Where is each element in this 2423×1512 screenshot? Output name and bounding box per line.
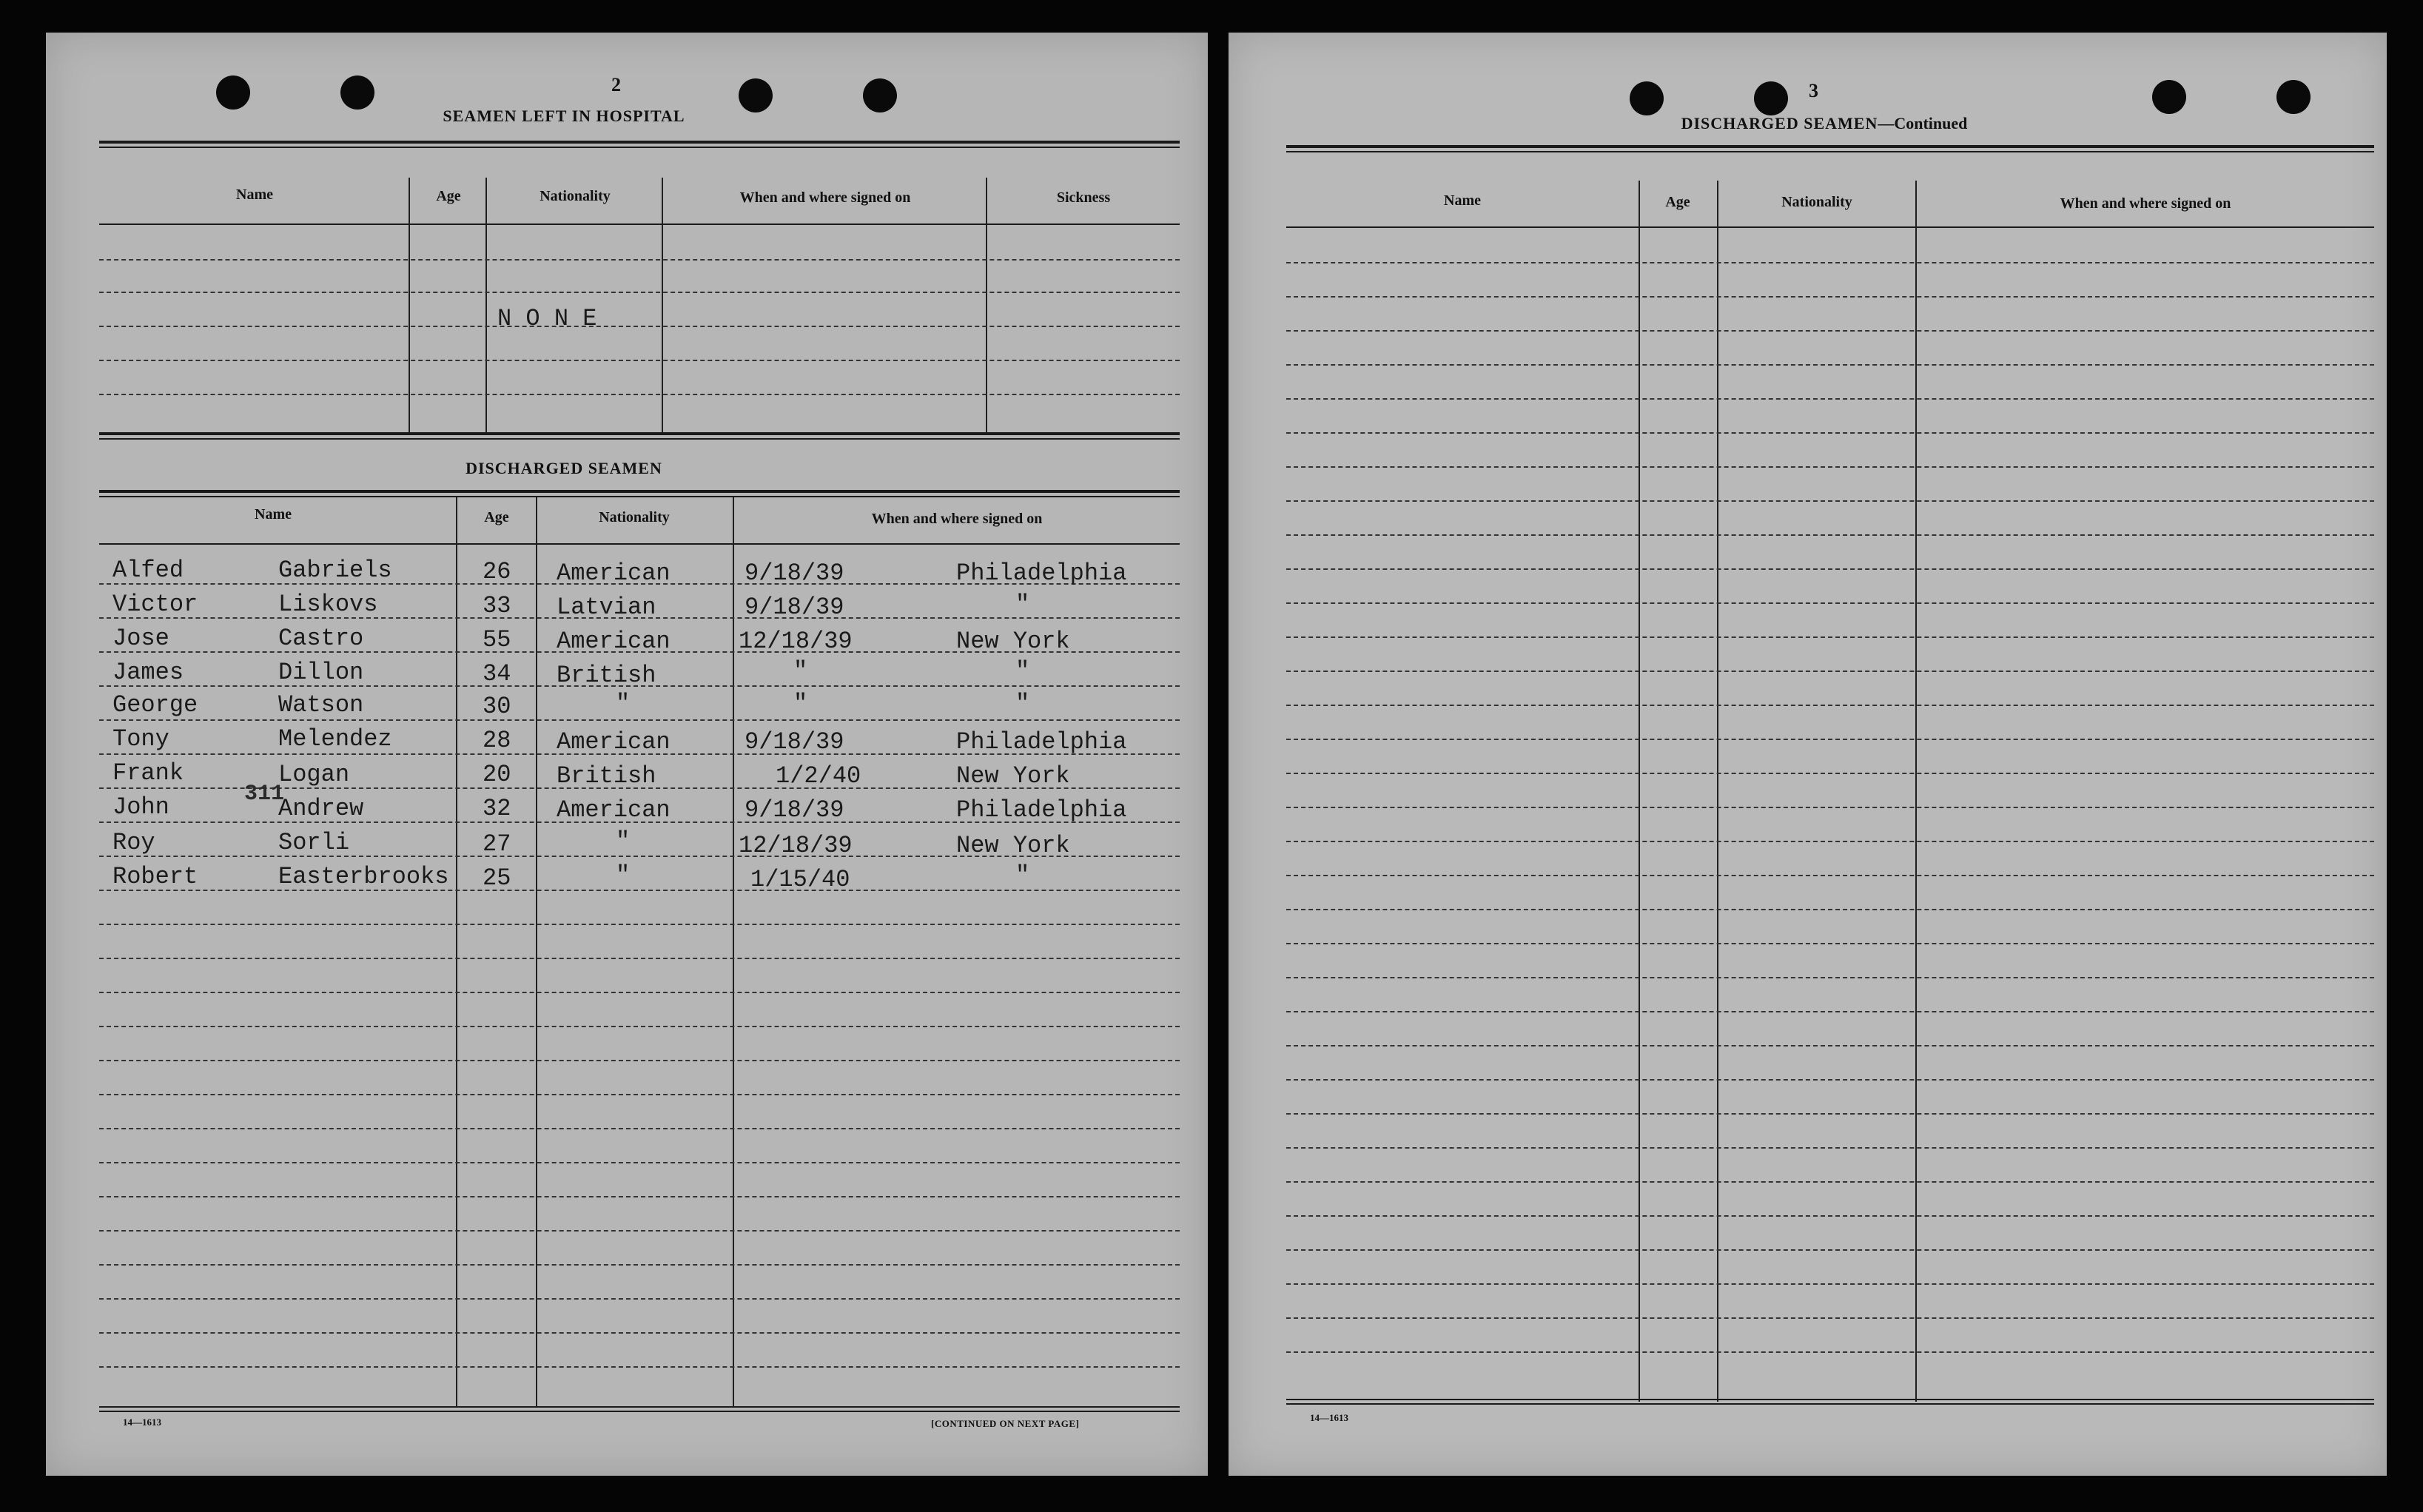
entry-line [1286, 1079, 2374, 1081]
seaman-signed-place: New York [956, 762, 1070, 790]
entry-line [99, 992, 1180, 993]
rule [1286, 226, 2374, 228]
seaman-last-name: Easterbrooks [278, 863, 449, 890]
entry-line [1286, 909, 2374, 910]
seaman-signed-place: Philadelphia [956, 796, 1127, 824]
seaman-first-name: James [112, 659, 184, 686]
seaman-first-name: Roy [112, 829, 155, 856]
entry-line [99, 1026, 1180, 1027]
entry-line [1286, 739, 2374, 740]
rule [99, 490, 1180, 493]
entry-line [99, 1230, 1180, 1232]
entry-line [99, 292, 1180, 293]
entry-line [99, 1298, 1180, 1300]
entry-line [1286, 1181, 2374, 1183]
rule [99, 432, 1180, 435]
entry-line [1286, 262, 2374, 263]
seaman-signed-place: New York [956, 628, 1070, 655]
seaman-last-name: Andrew [278, 795, 364, 822]
entry-line [99, 958, 1180, 959]
entry-line [99, 259, 1180, 261]
rule [99, 438, 1180, 440]
seaman-age: 33 [483, 592, 511, 619]
seaman-age: 26 [483, 558, 511, 585]
seaman-last-name: Sorli [278, 829, 350, 856]
header-nationality: Nationality [1781, 194, 1852, 210]
entry-line [1286, 1249, 2374, 1251]
seaman-nationality: British [557, 662, 656, 689]
seaman-first-name: Victor [112, 591, 198, 618]
seaman-signed-place: Philadelphia [956, 728, 1127, 756]
entry-line [1286, 568, 2374, 570]
entry-line [99, 1332, 1180, 1334]
hospital-section-title: SEAMEN LEFT IN HOSPITAL [443, 107, 685, 125]
entry-line [1286, 466, 2374, 468]
punch-hole [2152, 80, 2186, 114]
discharged-header-signed-on: When and where signed on [871, 511, 1043, 527]
seaman-first-name: George [112, 691, 198, 719]
rule [1286, 1403, 2374, 1405]
entry-line [1286, 330, 2374, 332]
seaman-signed-date: 1/2/40 [776, 762, 861, 790]
seaman-signed-date: 9/18/39 [745, 594, 844, 621]
entry-line [99, 1060, 1180, 1061]
title-suffix: —Continued [1878, 114, 1968, 132]
discharged-header-name: Name [255, 506, 292, 523]
rule [99, 1411, 1180, 1412]
rule [99, 141, 1180, 144]
seaman-nationality: British [557, 762, 656, 790]
entry-line [1286, 943, 2374, 944]
entry-line [1286, 875, 2374, 876]
entry-line [1286, 1215, 2374, 1217]
seaman-nationality: American [557, 796, 671, 824]
seaman-signed-place: " [1015, 657, 1030, 685]
seaman-signed-date: 1/15/40 [750, 866, 850, 893]
punch-hole [340, 75, 374, 110]
entry-line [1286, 671, 2374, 672]
seaman-age: 32 [483, 795, 511, 822]
seaman-age: 20 [483, 761, 511, 788]
seaman-age: 28 [483, 727, 511, 754]
entry-line [1286, 1147, 2374, 1149]
hospital-header-name: Name [236, 187, 273, 203]
column-divider [456, 497, 457, 1406]
seaman-signed-place: " [1015, 861, 1030, 889]
seaman-nationality: American [557, 628, 671, 655]
rule [99, 496, 1180, 497]
rule [99, 1406, 1180, 1408]
page-number: 3 [1809, 80, 1818, 101]
entry-line [99, 1128, 1180, 1129]
seaman-first-name: Frank [112, 759, 184, 787]
left-page [46, 33, 1208, 1476]
hospital-header-nationality: Nationality [540, 188, 611, 204]
entry-line [1286, 1317, 2374, 1319]
discharged-header-nationality: Nationality [599, 509, 670, 525]
entry-line [99, 394, 1180, 395]
title-main: DISCHARGED SEAMEN [1681, 114, 1878, 132]
entry-line [99, 924, 1180, 925]
seaman-nationality: " [616, 827, 631, 855]
rule [99, 147, 1180, 148]
form-number: 14—1613 [123, 1417, 161, 1428]
rule [1286, 1399, 2374, 1400]
rule [1286, 151, 2374, 152]
punch-hole [216, 75, 250, 110]
entry-line [99, 1094, 1180, 1095]
seaman-last-name: Castro [278, 625, 364, 652]
seaman-first-name: Jose [112, 625, 169, 652]
punch-hole [863, 78, 897, 112]
header-name: Name [1444, 192, 1481, 209]
right-page [1229, 33, 2387, 1476]
entry-line [1286, 1011, 2374, 1012]
entry-line [99, 1366, 1180, 1368]
entry-line [1286, 1283, 2374, 1285]
seaman-first-name: Tony [112, 725, 169, 753]
seaman-signed-date: " [793, 690, 808, 717]
discharged-header-age: Age [484, 509, 509, 525]
seaman-signed-date: 12/18/39 [739, 832, 853, 859]
page-number: 2 [611, 74, 621, 95]
seaman-last-name: Liskovs [278, 591, 378, 618]
entry-line [1286, 398, 2374, 400]
entry-line [99, 1162, 1180, 1163]
punch-hole [2276, 80, 2311, 114]
seaman-nationality: American [557, 728, 671, 756]
seaman-age: 55 [483, 626, 511, 653]
seaman-age: 30 [483, 693, 511, 720]
seaman-signed-date: 9/18/39 [745, 560, 844, 587]
seaman-signed-place: " [1015, 690, 1030, 717]
column-divider [733, 497, 734, 1406]
seaman-age: 25 [483, 864, 511, 892]
header-age: Age [1665, 194, 1690, 210]
entry-line [99, 719, 1180, 721]
hospital-header-age: Age [436, 188, 461, 204]
entry-line [1286, 534, 2374, 536]
seaman-signed-place: New York [956, 832, 1070, 859]
continued-note: [CONTINUED ON NEXT PAGE] [931, 1418, 1080, 1429]
seaman-first-name: Alfed [112, 557, 184, 584]
seaman-last-name: Dillon [278, 659, 364, 686]
seaman-last-name: Melendez [278, 725, 392, 753]
entry-line [99, 1264, 1180, 1266]
seaman-nationality: " [616, 690, 631, 717]
entry-line [1286, 296, 2374, 298]
seaman-last-name: Logan [278, 761, 350, 788]
punch-hole [1630, 81, 1664, 115]
entry-line [1286, 602, 2374, 604]
entry-line [1286, 705, 2374, 706]
seaman-signed-place: " [1015, 591, 1030, 618]
column-divider [485, 178, 487, 435]
rule [99, 543, 1180, 545]
rule [1286, 145, 2374, 148]
seaman-nationality: American [557, 560, 671, 587]
seaman-nationality: Latvian [557, 594, 656, 621]
entry-line [1286, 773, 2374, 774]
entry-line [1286, 841, 2374, 842]
seaman-first-name: Robert [112, 863, 198, 890]
seaman-signed-date: 9/18/39 [745, 796, 844, 824]
seaman-age: 34 [483, 660, 511, 688]
seaman-signed-date: 12/18/39 [739, 628, 853, 655]
hospital-header-signed-on: When and where signed on [739, 189, 911, 206]
entry-line [99, 890, 1180, 891]
entry-line [1286, 1351, 2374, 1353]
column-divider [986, 178, 987, 435]
seaman-last-name: Watson [278, 691, 364, 719]
header-signed-on: When and where signed on [2060, 195, 2231, 212]
entry-line [99, 360, 1180, 361]
entry-line [1286, 1045, 2374, 1046]
column-divider [536, 497, 537, 1406]
entry-line [99, 326, 1180, 327]
seaman-last-name: Gabriels [278, 557, 392, 584]
punch-hole [1754, 81, 1788, 115]
rule [99, 224, 1180, 225]
column-divider [662, 178, 663, 435]
entry-line [1286, 432, 2374, 434]
hospital-none-entry: N O N E [497, 305, 597, 332]
hospital-header-sickness: Sickness [1056, 189, 1111, 206]
seaman-signed-date: " [793, 657, 808, 685]
entry-line [99, 1196, 1180, 1197]
margin-number-mark: 311 [244, 782, 285, 807]
seaman-age: 27 [483, 830, 511, 858]
entry-line [1286, 977, 2374, 978]
column-divider [409, 178, 410, 435]
seaman-nationality: " [616, 861, 631, 889]
form-number: 14—1613 [1310, 1412, 1348, 1423]
entry-line [1286, 636, 2374, 638]
seaman-signed-date: 9/18/39 [745, 728, 844, 756]
seaman-signed-place: Philadelphia [956, 560, 1127, 587]
seaman-first-name: John [112, 793, 169, 821]
discharged-continued-title [1613, 114, 2035, 133]
entry-line [1286, 807, 2374, 808]
entry-line [1286, 1113, 2374, 1115]
entry-line [1286, 364, 2374, 366]
discharged-section-title: DISCHARGED SEAMEN [466, 459, 662, 477]
entry-line [1286, 500, 2374, 502]
